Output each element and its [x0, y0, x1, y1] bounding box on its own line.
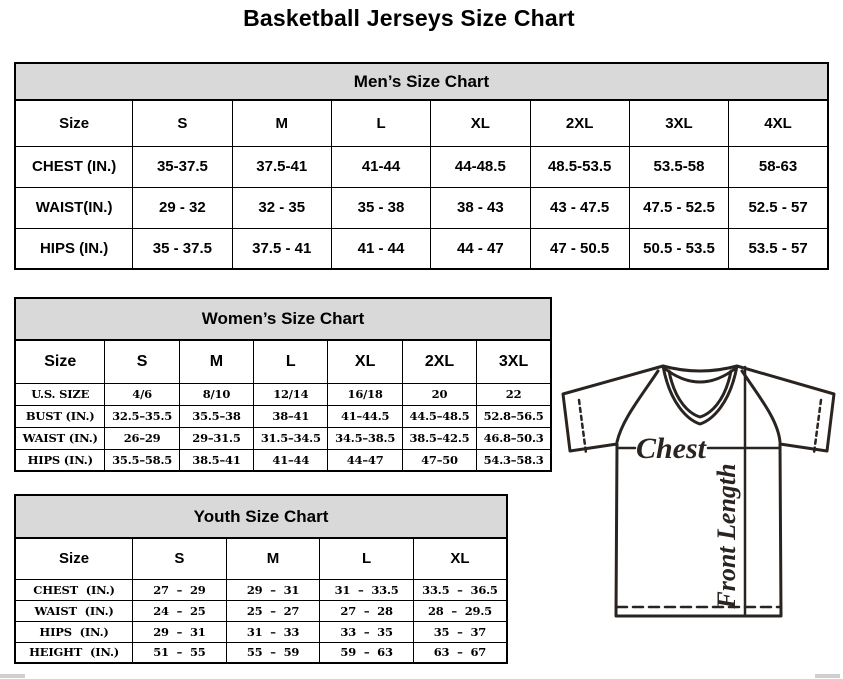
measurement-value-cell: 44-48.5: [431, 146, 530, 187]
size-column-header: S: [133, 538, 227, 579]
measurement-value-cell: 48.5-53.5: [530, 146, 629, 187]
mens-header-row: [15, 100, 828, 146]
measurement-value-cell: 51 – 55: [133, 642, 227, 663]
measurement-row-label: WAIST (IN.): [15, 427, 105, 449]
womens-table-body: [15, 383, 551, 471]
measurement-value-cell: 59 – 63: [320, 642, 414, 663]
measurement-row-label: WAIST (IN.): [15, 600, 133, 621]
measurement-value-cell: 47.5 - 52.5: [629, 187, 728, 228]
size-column-header: M: [226, 538, 320, 579]
measurement-value-cell: 52.5 - 57: [729, 187, 828, 228]
measurement-value-cell: 33.5 – 36.5: [413, 579, 507, 600]
measurement-value-cell: 38.5–42.5: [402, 427, 476, 449]
measurement-value-cell: 35.5–38: [179, 405, 253, 427]
measurement-row-label: HEIGHT (IN.): [15, 642, 133, 663]
measurement-value-cell: 37.5 - 41: [232, 228, 331, 269]
measurement-row: [15, 621, 507, 642]
measurement-value-cell: 29–31.5: [179, 427, 253, 449]
measurement-value-cell: 8/10: [179, 383, 253, 405]
measurement-value-cell: 29 - 32: [133, 187, 232, 228]
womens-header-row: [15, 340, 551, 383]
measurement-value-cell: 12/14: [254, 383, 328, 405]
page-title: Basketball Jerseys Size Chart: [243, 5, 575, 31]
size-column-header: M: [232, 100, 331, 146]
size-column-header: M: [179, 340, 253, 383]
measurement-value-cell: 35 - 38: [331, 187, 430, 228]
womens-size-chart-title: Women’s Size Chart: [14, 297, 552, 339]
size-column-header: 3XL: [629, 100, 728, 146]
mens-table-body: [15, 146, 828, 269]
measurement-value-cell: 4/6: [105, 383, 179, 405]
measurement-value-cell: 32 - 35: [232, 187, 331, 228]
size-label-column-header: Size: [15, 340, 105, 383]
measurement-row: [15, 642, 507, 663]
measurement-value-cell: 53.5-58: [629, 146, 728, 187]
size-column-header: S: [105, 340, 179, 383]
measurement-row-label: BUST (IN.): [15, 405, 105, 427]
measurement-row: [15, 427, 551, 449]
size-column-header: XL: [431, 100, 530, 146]
measurement-row: [15, 600, 507, 621]
measurement-value-cell: 24 – 25: [133, 600, 227, 621]
measurement-value-cell: 44–47: [328, 449, 402, 471]
measurement-value-cell: 55 – 59: [226, 642, 320, 663]
measurement-value-cell: 29 – 31: [133, 621, 227, 642]
measurement-value-cell: 37.5-41: [232, 146, 331, 187]
size-column-header: 4XL: [729, 100, 828, 146]
measurement-value-cell: 32.5–35.5: [105, 405, 179, 427]
measurement-value-cell: 33 – 35: [320, 621, 414, 642]
measurement-value-cell: 41–44: [254, 449, 328, 471]
size-column-header: L: [254, 340, 328, 383]
youth-size-table: [14, 537, 508, 664]
measurement-value-cell: 20: [402, 383, 476, 405]
measurement-value-cell: 31 – 33: [226, 621, 320, 642]
measurement-row-label: CHEST (IN.): [15, 146, 133, 187]
measurement-value-cell: 31.5–34.5: [254, 427, 328, 449]
womens-size-table: [14, 339, 552, 472]
measurement-value-cell: 52.8–56.5: [477, 405, 551, 427]
measurement-value-cell: 53.5 - 57: [729, 228, 828, 269]
measurement-row-label: WAIST(IN.): [15, 187, 133, 228]
front-length-label: Front Length: [712, 463, 741, 609]
measurement-value-cell: 44.5–48.5: [402, 405, 476, 427]
mens-size-chart-section: [14, 62, 829, 270]
youth-size-chart-section: [14, 494, 508, 664]
measurement-value-cell: 35-37.5: [133, 146, 232, 187]
size-column-header: 2XL: [402, 340, 476, 383]
measurement-value-cell: 41 - 44: [331, 228, 430, 269]
measurement-value-cell: 25 – 27: [226, 600, 320, 621]
measurement-row-label: HIPS (IN.): [15, 449, 105, 471]
size-column-header: XL: [413, 538, 507, 579]
size-column-header: L: [320, 538, 414, 579]
measurement-value-cell: 29 – 31: [226, 579, 320, 600]
measurement-value-cell: 41–44.5: [328, 405, 402, 427]
measurement-value-cell: 47 - 50.5: [530, 228, 629, 269]
size-label-column-header: Size: [15, 538, 133, 579]
measurement-row: [15, 405, 551, 427]
measurement-value-cell: 35 - 37.5: [133, 228, 232, 269]
measurement-row-label: HIPS (IN.): [15, 228, 133, 269]
measurement-value-cell: 43 - 47.5: [530, 187, 629, 228]
measurement-value-cell: 63 – 67: [413, 642, 507, 663]
measurement-row-label: U.S. SIZE: [15, 383, 105, 405]
size-column-header: S: [133, 100, 232, 146]
womens-size-chart-section: [14, 297, 552, 472]
measurement-value-cell: 22: [477, 383, 551, 405]
measurement-value-cell: 27 – 29: [133, 579, 227, 600]
youth-table-body: [15, 579, 507, 663]
measurement-value-cell: 38–41: [254, 405, 328, 427]
measurement-row: [15, 579, 507, 600]
youth-size-chart-title: Youth Size Chart: [14, 494, 508, 537]
measurement-value-cell: 58-63: [729, 146, 828, 187]
chest-label: Chest: [635, 432, 707, 465]
measurement-row: [15, 449, 551, 471]
size-column-header: L: [331, 100, 430, 146]
jersey-diagram-icon: [556, 358, 843, 654]
measurement-row-label: HIPS (IN.): [15, 621, 133, 642]
horizontal-scrollbar-fragment-right[interactable]: [815, 674, 840, 678]
measurement-value-cell: 41-44: [331, 146, 430, 187]
measurement-value-cell: 54.3–58.3: [477, 449, 551, 471]
mens-size-table: [14, 99, 829, 270]
measurement-value-cell: 16/18: [328, 383, 402, 405]
measurement-value-cell: 26–29: [105, 427, 179, 449]
measurement-value-cell: 34.5–38.5: [328, 427, 402, 449]
measurement-value-cell: 27 – 28: [320, 600, 414, 621]
size-label-column-header: Size: [15, 100, 133, 146]
measurement-row: [15, 383, 551, 405]
measurement-row: [15, 187, 828, 228]
measurement-value-cell: 35 – 37: [413, 621, 507, 642]
measurement-row-label: CHEST (IN.): [15, 579, 133, 600]
size-column-header: XL: [328, 340, 402, 383]
measurement-value-cell: 31 – 33.5: [320, 579, 414, 600]
measurement-row: [15, 146, 828, 187]
jersey-measurement-diagram: [556, 358, 843, 659]
measurement-value-cell: 46.8–50.3: [477, 427, 551, 449]
mens-size-chart-title: Men’s Size Chart: [14, 62, 829, 99]
size-column-header: 3XL: [477, 340, 551, 383]
size-column-header: 2XL: [530, 100, 629, 146]
measurement-value-cell: 35.5–58.5: [105, 449, 179, 471]
measurement-value-cell: 50.5 - 53.5: [629, 228, 728, 269]
horizontal-scrollbar-fragment-left[interactable]: [0, 674, 25, 678]
youth-header-row: [15, 538, 507, 579]
measurement-value-cell: 28 – 29.5: [413, 600, 507, 621]
measurement-value-cell: 44 - 47: [431, 228, 530, 269]
measurement-row: [15, 228, 828, 269]
measurement-value-cell: 47–50: [402, 449, 476, 471]
measurement-value-cell: 38 - 43: [431, 187, 530, 228]
measurement-value-cell: 38.5–41: [179, 449, 253, 471]
